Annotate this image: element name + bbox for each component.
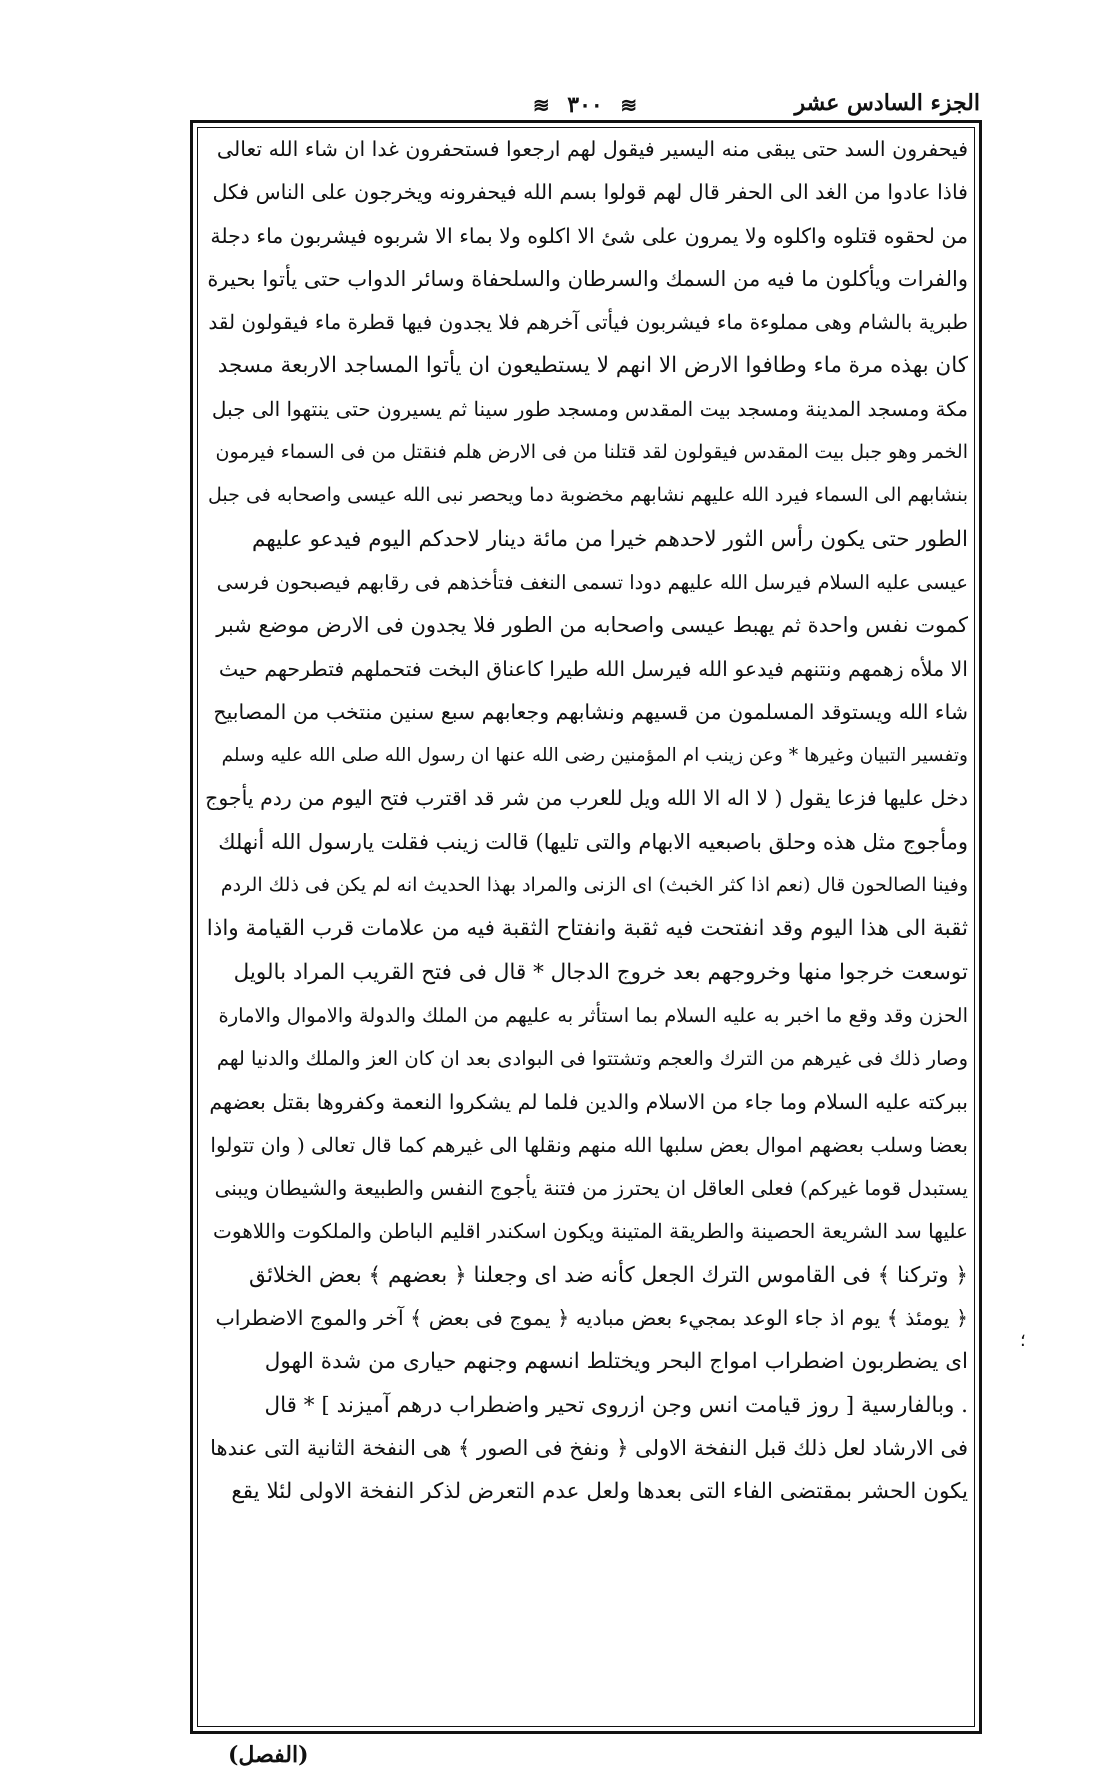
text-line: يكون الحشر بمقتضى الفاء التى بعدها ولعل عدم التعرض لذكر النفخة الاولى لئلا يقع: [231, 1479, 968, 1505]
catchword: (الفصل): [228, 1742, 309, 1768]
ornament-right-icon: ≋: [620, 93, 638, 117]
text-body: [205, 128, 968, 1514]
text-line: الا ملأه زهمهم ونتنهم فيدعو الله فيرسل الله طيرا كاعناق البخت فتحملهم فتطرحهم حيث: [218, 656, 968, 681]
text-line: ثقبة الى هذا اليوم وقد انفتحت فيه ثقبة وانفتاح الثقبة فيه من علامات قرب القيامة واذا: [206, 916, 968, 942]
text-line: عليها سد الشريعة الحصينة والطريقة المتينة ويكون اسكندر اقليم الباطن والملكوت واللاهوت: [213, 1219, 968, 1244]
text-line: فاذا عادوا من الغد الى الحفر قال لهم قولوا بسم الله فيحفرونه ويخرجون على الناس فكل: [212, 180, 968, 205]
text-line: وصار ذلك فى غيرهم من الترك والعجم وتشتتوا فى البوادى بعد ان كان العز والملك والدنيا لهم: [216, 1047, 968, 1071]
text-line: بنشابهم الى السماء فيرد الله عليهم نشابهم مخضوبة دما ويحصر نبى الله عيسى واصحابه فى جبل: [208, 484, 968, 507]
text-line: اى يضطربون اضطراب امواج البحر ويختلط انسهم وجنهم حيارى من شدة الهول: [264, 1349, 968, 1375]
text-line: الطور حتى يكون رأس الثور لاحدهم خيرا من مائة دينار لاحدكم اليوم فيدعو عليهم: [251, 526, 968, 552]
text-line: الحزن وقد وقع ما اخبر به عليه السلام بما استأثر به عليهم من الملك والدولة والاموال والامارة: [218, 1003, 968, 1027]
text-line: عيسى عليه السلام فيرسل الله عليهم دودا تسمى النغف فتأخذهم فى رقابهم فيصبحون فرسى: [216, 570, 968, 594]
text-line: كموت نفس واحدة ثم يهبط عيسى واصحابه من الطور فلا يجدون فى الارض موضع شبر: [216, 613, 968, 638]
text-line: شاء الله ويستوقد المسلمون من قسيهم ونشابهم وجعابهم سبع سنين منتخب من المصابيح: [213, 699, 968, 724]
margin-mark: ؛: [1020, 1330, 1026, 1351]
text-line: يستبدل قوما غيركم) فعلى العاقل ان يحترز من فتنة يأجوج النفس والطبيعة والشيطان ويبنى: [214, 1176, 968, 1201]
text-line: . وبالفارسية [ روز قيامت انس وجن ازروى تحير واضطراب درهم آميزند ] * قال: [264, 1392, 968, 1418]
page-number-value: ٣٠٠: [567, 92, 603, 118]
text-line: ومأجوج مثل هذه وحلق باصبعيه الابهام والتى تليها) قالت زينب فقلت يارسول الله أنهلك: [218, 829, 968, 854]
text-line: مكة ومسجد المدينة ومسجد بيت المقدس ومسجد طور سينا ثم يسيرون حتى ينتهوا الى جبل: [211, 396, 968, 421]
text-line: توسعت خرجوا منها وخروجهم بعد خروج الدجال * قال فى فتح القريب المراد بالويل: [233, 959, 968, 985]
running-head: الجزء السادس عشر: [794, 90, 980, 116]
text-line: ببركته عليه السلام وما جاء من الاسلام والدين فلما لم يشكروا النعمة وكفروها بقتل بعضهم: [209, 1089, 968, 1114]
text-line: ﴿ يومئذ ﴾ يوم اذ جاء الوعد بمجيء بعض مباديه ﴿ يموج فى بعض ﴾ آخر والموج الاضطراب: [215, 1306, 968, 1331]
text-line: ﴿ وتركنا ﴾ فى القاموس الترك الجعل كأنه ضد اى وجعلنا ﴿ بعضهم ﴾ بعض الخلائق: [249, 1262, 968, 1288]
text-line: بعضا وسلب بعضهم اموال بعض سلبها الله منهم ونقلها الى غيرهم كما قال تعالى ( وان تتولوا: [210, 1132, 968, 1157]
text-line: كان بهذه مرة ماء وطافوا الارض الا انهم لا يستطيعون ان يأتوا المساجد الاربعة مسجد: [217, 353, 968, 379]
text-line: والفرات ويأكلون ما فيه من السمك والسرطان والسلحفاة وسائر الدواب حتى يأتوا بحيرة: [207, 266, 968, 291]
ornament-left-icon: ≋: [532, 93, 550, 117]
text-line: طبرية بالشام وهى مملوءة ماء فيشربون فيأتى آخرهم فلا يجدون فيها قطرة ماء فيقولون لقد: [208, 310, 968, 335]
text-line: من لحقوه قتلوه واكلوه ولا يمرون على شئ الا اكلوه ولا بماء الا شربوه فيشربون ماء دجلة: [210, 223, 968, 248]
text-line: الخمر وهو جبل بيت المقدس فيقولون لقد قتلنا من فى الارض هلم فنقتل من فى السماء فيرمون: [215, 441, 968, 464]
text-line: دخل عليها فزعا يقول ( لا اله الا الله ويل للعرب من شر قد اقترب فتح اليوم من ردم يأجوج: [205, 786, 968, 811]
text-line: فى الارشاد لعل ذلك قبل النفخة الاولى ﴿ ونفخ فى الصور ﴾ هى النفخة الثانية التى عندها: [210, 1435, 968, 1460]
text-line: فيحفرون السد حتى يبقى منه اليسير فيقول لهم ارجعوا فستحفرون غدا ان شاء الله تعالى: [216, 137, 968, 161]
text-line: وفينا الصالحون قال (نعم اذا كثر الخبث) اى الزنى والمراد بهذا الحديث انه لم يكن فى ذلك الردم: [220, 874, 968, 897]
text-line: وتفسير التبيان وغيرها * وعن زينب ام المؤمنين رضى الله عنها ان رسول الله صلى الله عليه وسلم: [221, 745, 968, 767]
